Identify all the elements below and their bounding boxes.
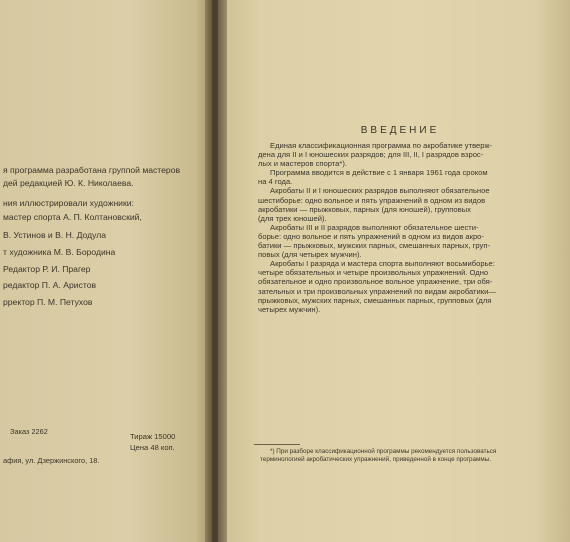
text-line: борье: одно вольное и пять упражнений в одном из видов акро- (258, 231, 484, 241)
credits-line: В. Устинов и В. Н. Додула (3, 230, 107, 240)
credits-line: рректор П. М. Петухов (3, 297, 93, 307)
text-line: на 4 года. (258, 177, 293, 187)
text-line: повых (для четырех мужчин). (258, 250, 362, 260)
text-line: (для трех юношей). (258, 213, 327, 223)
text-line: Акробаты I разряда и мастера спорта выполняют восьмиборье: (270, 259, 495, 269)
text-line: прыжковых, мужских парных, смешанных парных, групповых (для (258, 295, 492, 305)
text-line: зательных и три произвольных упражнений по видам акробатики— (258, 286, 496, 296)
footnote (260, 448, 496, 464)
footnote-line: *) При разборе классификационной программы рекомендуется пользоваться (270, 448, 497, 455)
order-number: Заказ 2262 (10, 427, 48, 436)
text-line: четырех мужчин). (258, 304, 321, 314)
text-line: шестиборье: одно вольное и пять упражнений в одном из видов (258, 195, 486, 205)
printer-address: афия, ул. Дзержинского, 18. (3, 456, 100, 465)
credits-line: редактор П. А. Аристов (3, 280, 97, 290)
text-line: Единая классификационная программа по акробатике утверж- (270, 141, 493, 150)
text-line: Акробаты II и I юношеских разрядов выполняют обязательное (270, 186, 490, 196)
credits-line: ния иллюстрировали художники: (3, 198, 134, 208)
credits-line: т художника М. В. Бородина (3, 247, 116, 257)
print-run: Тираж 15000 (130, 432, 176, 441)
text-line: четыре обязательных и четыре произвольных упражнений. Одно (258, 268, 489, 278)
credits-line: дей редакцией Ю. К. Николаева. (3, 178, 134, 188)
text-line: акробатики — прыжковых, парных (для юношей), групповых (258, 204, 471, 214)
text-line: лых и мастеров спорта*). (258, 159, 347, 169)
introduction-text (258, 141, 540, 314)
credits-line: я программа разработана группой мастеров (3, 165, 181, 175)
credits-line: мастер спорта А. П. Колтановский, (3, 212, 142, 222)
credits-line: Редактор Р. И. Прагер (3, 264, 91, 274)
book-gutter (205, 0, 227, 542)
text-line: Программа вводится в действие с 1 января 1961 года сроком (270, 168, 488, 178)
footnote-line: терминологией акробатических упражнений, приведенной в конце программы. (260, 456, 491, 464)
text-line: обязательное и одно произвольное вольное упражнение, три обя- (258, 277, 493, 287)
price: Цена 48 коп. (130, 443, 175, 452)
footnote-divider (254, 444, 300, 445)
text-line: дена для II и I юношеских разрядов; для III, II, I разрядов взрос- (258, 150, 484, 160)
text-line: Акробаты III и II разрядов выполняют обязательное шести- (270, 222, 479, 232)
text-line: батики — прыжковых, мужских парных, смешанных парных, груп- (258, 241, 490, 251)
page-title: ВВЕДЕНИЕ (360, 125, 440, 136)
